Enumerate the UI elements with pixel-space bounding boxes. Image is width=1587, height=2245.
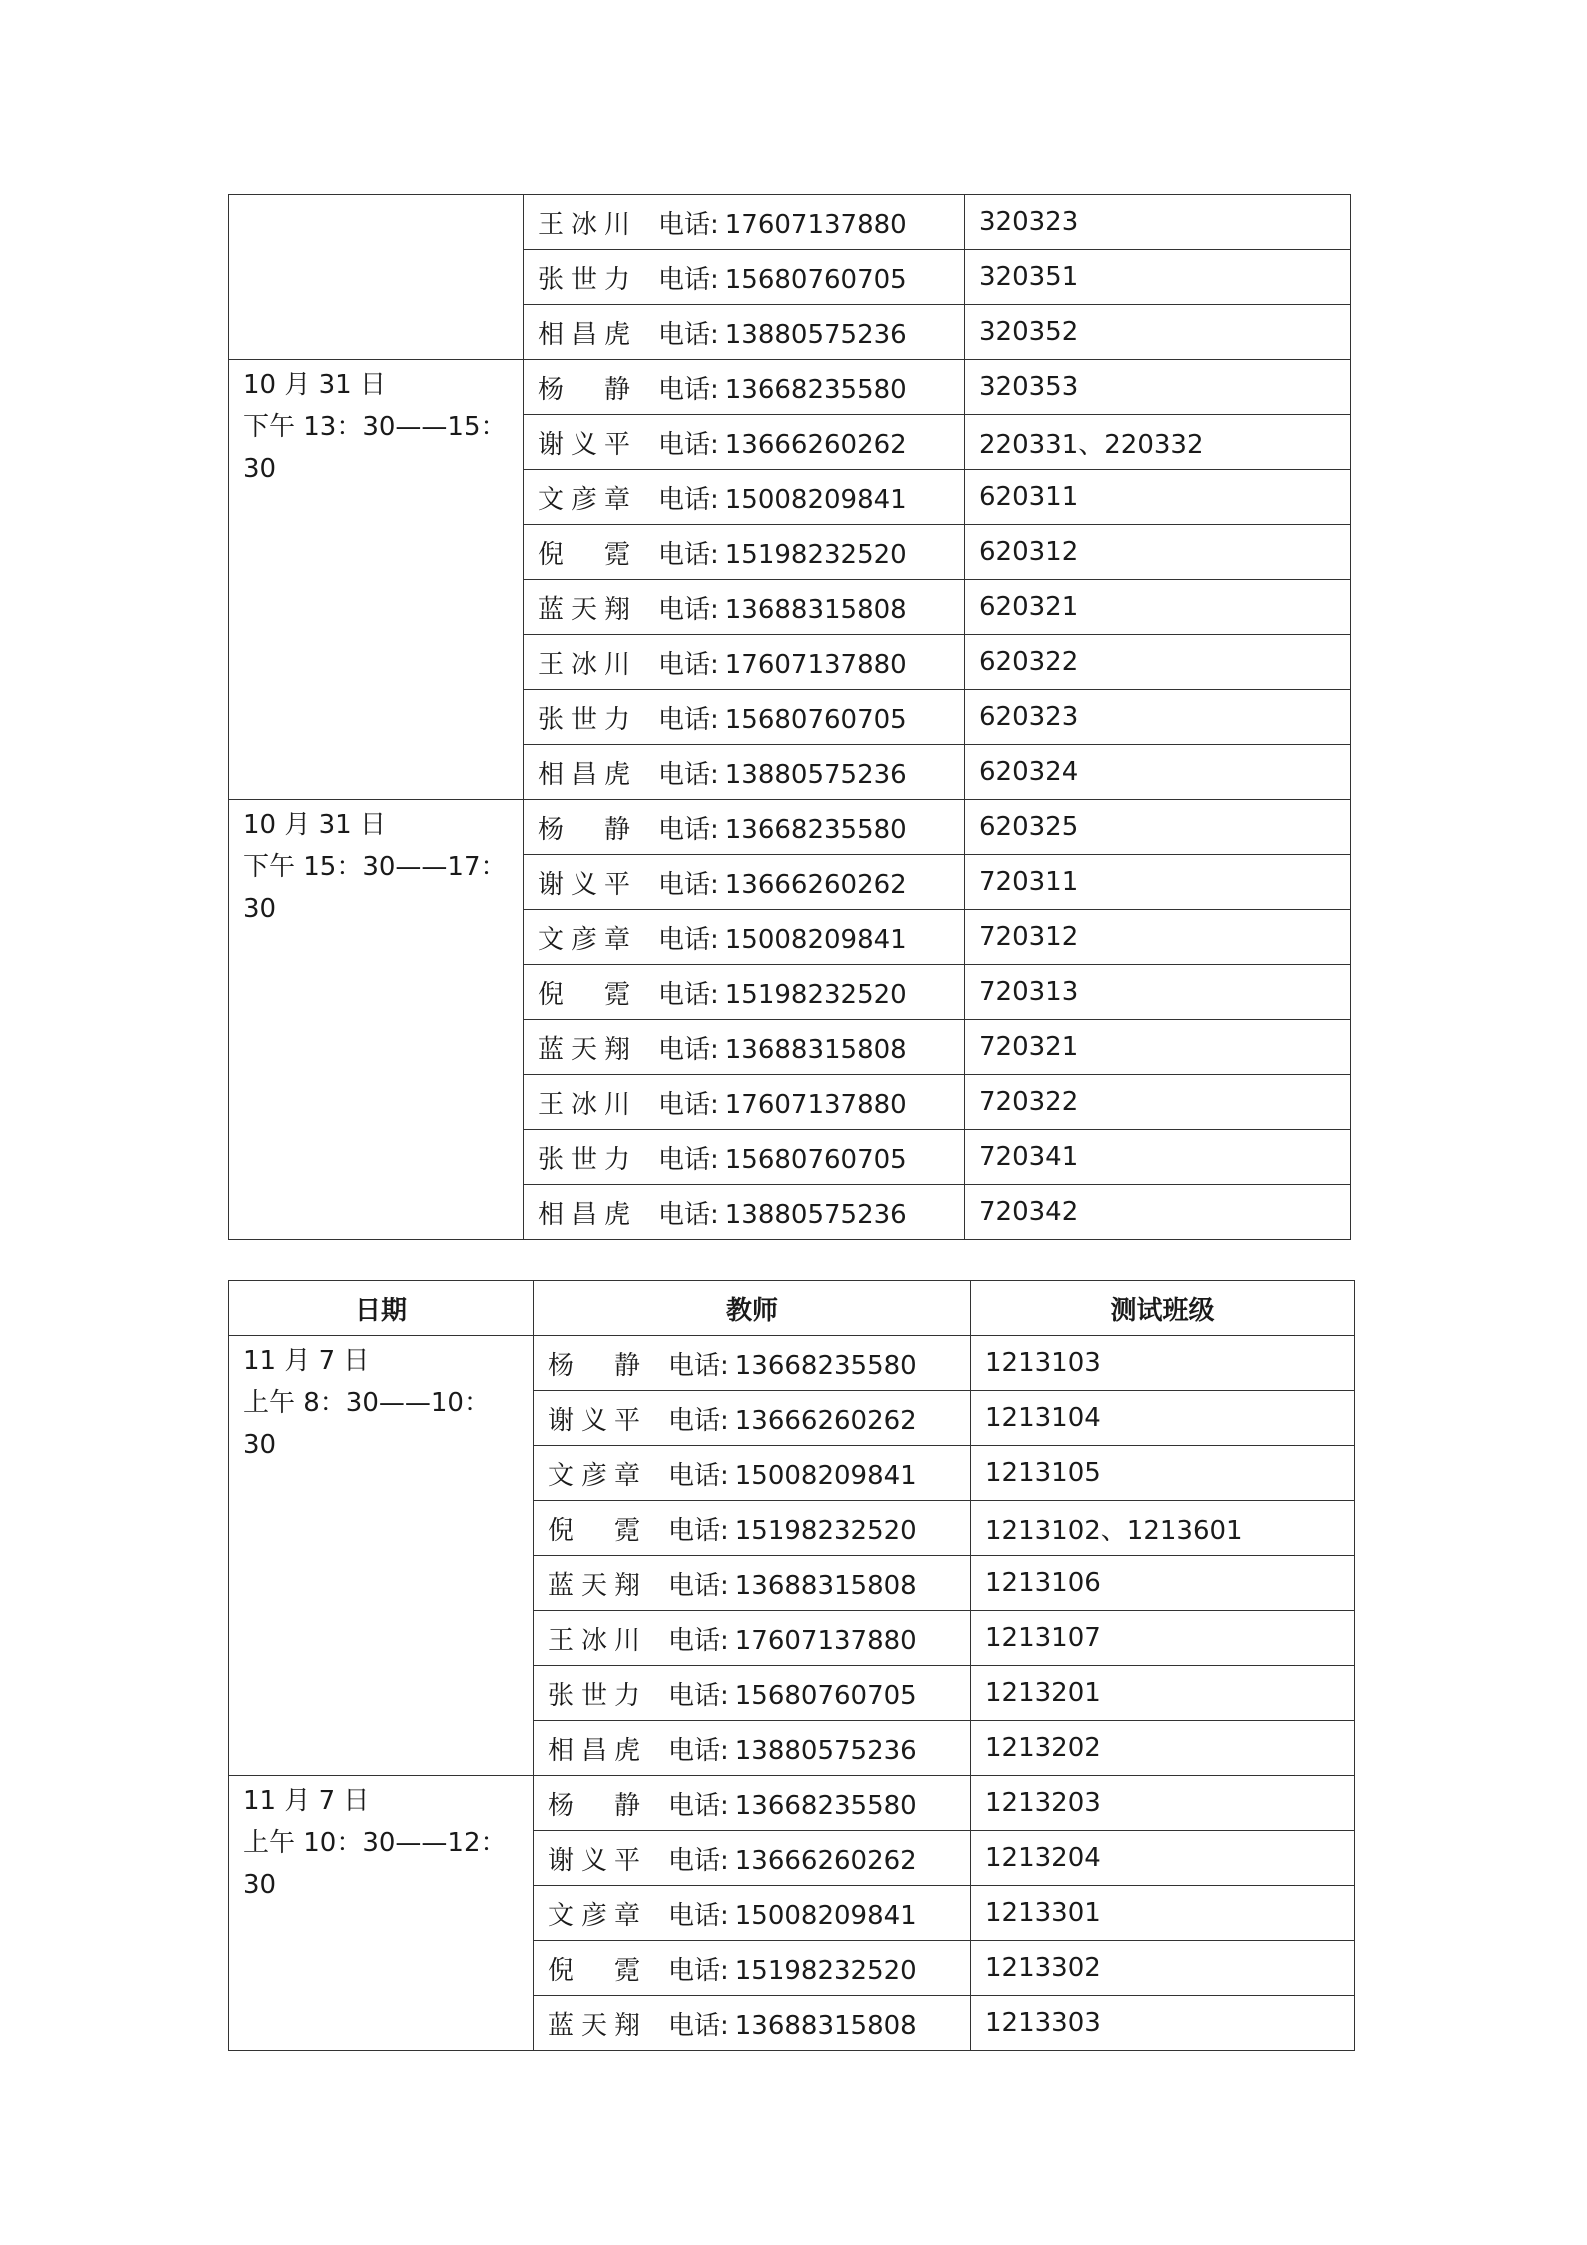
phone-label: 电话: <box>668 1515 729 1546</box>
phone-number: 17607137880 <box>724 209 907 240</box>
teacher-name: 倪霓 <box>548 1955 640 1986</box>
phone-label: 电话: <box>658 594 719 625</box>
date-cell <box>229 195 524 360</box>
class-cell: 1213202 <box>971 1721 1355 1776</box>
class-cell: 320323 <box>965 195 1351 250</box>
class-cell: 620324 <box>965 745 1351 800</box>
teacher-cell <box>524 250 965 305</box>
time-line: 下午 15：30——17：30 <box>243 852 507 924</box>
teacher-cell <box>524 525 965 580</box>
teacher-cell <box>524 855 965 910</box>
phone-label: 电话: <box>658 704 719 735</box>
teacher-name: 杨静 <box>548 1790 640 1821</box>
teacher-cell <box>534 1446 971 1501</box>
phone-number: 15008209841 <box>734 1900 917 1931</box>
teacher-name: 王冰川 <box>548 1625 640 1656</box>
phone-number: 15008209841 <box>724 924 907 955</box>
phone-label: 电话: <box>668 1350 729 1381</box>
date-line: 11 月 7 日 <box>243 1786 370 1816</box>
teacher-name: 文彦章 <box>538 484 630 515</box>
phone-label: 电话: <box>658 924 719 955</box>
teacher-name: 杨静 <box>538 814 630 845</box>
teacher-cell <box>524 305 965 360</box>
phone-number: 13666260262 <box>734 1405 917 1436</box>
teacher-name: 谢义平 <box>548 1405 640 1436</box>
phone-label: 电话: <box>658 429 719 460</box>
phone-number: 13880575236 <box>724 319 907 350</box>
teacher-name: 张世力 <box>538 264 630 295</box>
phone-number: 13668235580 <box>734 1350 917 1381</box>
table-row <box>229 195 1351 250</box>
phone-number: 15198232520 <box>734 1515 917 1546</box>
teacher-name: 相昌虎 <box>538 1199 630 1230</box>
class-cell: 720322 <box>965 1075 1351 1130</box>
phone-label: 电话: <box>658 484 719 515</box>
phone-label: 电话: <box>668 1955 729 1986</box>
date-cell <box>229 800 524 1240</box>
phone-number: 15680760705 <box>734 1680 917 1711</box>
teacher-cell <box>534 1611 971 1666</box>
teacher-cell <box>524 800 965 855</box>
phone-label: 电话: <box>668 1460 729 1491</box>
phone-label: 电话: <box>658 814 719 845</box>
date-cell <box>229 1336 534 1776</box>
teacher-cell <box>524 1185 965 1240</box>
teacher-cell <box>524 470 965 525</box>
class-cell: 1213301 <box>971 1886 1355 1941</box>
phone-number: 13688315808 <box>724 1034 907 1065</box>
phone-label: 电话: <box>668 1735 729 1766</box>
phone-label: 电话: <box>668 1900 729 1931</box>
class-cell: 720311 <box>965 855 1351 910</box>
date-line: 10 月 31 日 <box>243 370 386 400</box>
teacher-cell <box>524 195 965 250</box>
class-cell: 1213106 <box>971 1556 1355 1611</box>
table-row <box>229 1776 1355 1831</box>
phone-label: 电话: <box>658 539 719 570</box>
teacher-cell <box>524 635 965 690</box>
teacher-name: 文彦章 <box>548 1460 640 1491</box>
teacher-cell <box>534 1501 971 1556</box>
teacher-cell <box>534 1776 971 1831</box>
phone-label: 电话: <box>668 2010 729 2041</box>
class-cell: 1213303 <box>971 1996 1355 2051</box>
class-cell: 1213102、1213601 <box>971 1501 1355 1556</box>
phone-number: 15198232520 <box>724 979 907 1010</box>
phone-number: 17607137880 <box>734 1625 917 1656</box>
date-cell <box>229 360 524 800</box>
class-cell: 220331、220332 <box>965 415 1351 470</box>
phone-label: 电话: <box>658 649 719 680</box>
class-cell: 720312 <box>965 910 1351 965</box>
class-cell: 720341 <box>965 1130 1351 1185</box>
phone-number: 13666260262 <box>724 869 907 900</box>
teacher-name: 王冰川 <box>538 209 630 240</box>
teacher-cell <box>534 1336 971 1391</box>
schedule-table-continued <box>228 194 1351 1240</box>
phone-label: 电话: <box>668 1790 729 1821</box>
class-cell: 1213104 <box>971 1391 1355 1446</box>
phone-number: 15008209841 <box>724 484 907 515</box>
class-cell: 620325 <box>965 800 1351 855</box>
class-cell: 1213105 <box>971 1446 1355 1501</box>
class-cell: 720342 <box>965 1185 1351 1240</box>
teacher-cell <box>524 1020 965 1075</box>
class-cell: 1213107 <box>971 1611 1355 1666</box>
table-row <box>229 360 1351 415</box>
phone-label: 电话: <box>658 979 719 1010</box>
phone-number: 13880575236 <box>734 1735 917 1766</box>
date-line: 11 月 7 日 <box>243 1346 370 1376</box>
phone-label: 电话: <box>668 1680 729 1711</box>
teacher-name: 蓝天翔 <box>538 1034 630 1065</box>
phone-label: 电话: <box>668 1405 729 1436</box>
teacher-cell <box>524 745 965 800</box>
teacher-name: 谢义平 <box>548 1845 640 1876</box>
phone-label: 电话: <box>658 209 719 240</box>
class-cell: 1213302 <box>971 1941 1355 1996</box>
phone-number: 13666260262 <box>724 429 907 460</box>
teacher-cell <box>534 1721 971 1776</box>
phone-label: 电话: <box>658 1089 719 1120</box>
teacher-name: 杨静 <box>548 1350 640 1381</box>
phone-number: 15680760705 <box>724 1144 907 1175</box>
table-row <box>229 1336 1355 1391</box>
phone-number: 15008209841 <box>734 1460 917 1491</box>
teacher-name: 倪霓 <box>538 979 630 1010</box>
teacher-cell <box>524 965 965 1020</box>
header-date: 日期 <box>229 1281 534 1336</box>
teacher-name: 张世力 <box>538 1144 630 1175</box>
teacher-name: 张世力 <box>538 704 630 735</box>
phone-label: 电话: <box>658 264 719 295</box>
date-cell <box>229 1776 534 2051</box>
phone-number: 15198232520 <box>724 539 907 570</box>
teacher-name: 蓝天翔 <box>548 1570 640 1601</box>
class-cell: 320352 <box>965 305 1351 360</box>
phone-number: 13880575236 <box>724 1199 907 1230</box>
teacher-cell <box>524 690 965 745</box>
teacher-name: 王冰川 <box>538 1089 630 1120</box>
teacher-cell <box>524 360 965 415</box>
time-line: 下午 13：30——15：30 <box>243 412 507 484</box>
teacher-name: 蓝天翔 <box>538 594 630 625</box>
class-cell: 620323 <box>965 690 1351 745</box>
phone-label: 电话: <box>658 319 719 350</box>
class-cell: 1213103 <box>971 1336 1355 1391</box>
teacher-name: 倪霓 <box>538 539 630 570</box>
teacher-name: 文彦章 <box>548 1900 640 1931</box>
phone-number: 17607137880 <box>724 1089 907 1120</box>
teacher-name: 相昌虎 <box>538 319 630 350</box>
teacher-name: 相昌虎 <box>548 1735 640 1766</box>
time-line: 上午 10：30——12：30 <box>243 1828 507 1900</box>
header-teacher: 教师 <box>534 1281 971 1336</box>
phone-number: 13688315808 <box>724 594 907 625</box>
teacher-name: 文彦章 <box>538 924 630 955</box>
phone-label: 电话: <box>668 1570 729 1601</box>
phone-label: 电话: <box>658 759 719 790</box>
teacher-cell <box>534 1556 971 1611</box>
phone-label: 电话: <box>658 1199 719 1230</box>
teacher-cell <box>534 1831 971 1886</box>
phone-number: 15198232520 <box>734 1955 917 1986</box>
teacher-cell <box>524 415 965 470</box>
class-cell: 620311 <box>965 470 1351 525</box>
teacher-cell <box>534 1996 971 2051</box>
teacher-name: 杨静 <box>538 374 630 405</box>
phone-number: 13688315808 <box>734 1570 917 1601</box>
phone-number: 13666260262 <box>734 1845 917 1876</box>
phone-number: 13668235580 <box>724 814 907 845</box>
class-cell: 1213204 <box>971 1831 1355 1886</box>
class-cell: 720313 <box>965 965 1351 1020</box>
teacher-name: 张世力 <box>548 1680 640 1711</box>
phone-number: 13668235580 <box>734 1790 917 1821</box>
phone-number: 17607137880 <box>724 649 907 680</box>
teacher-cell <box>524 580 965 635</box>
phone-label: 电话: <box>658 869 719 900</box>
phone-number: 15680760705 <box>724 704 907 735</box>
teacher-cell <box>524 910 965 965</box>
teacher-name: 谢义平 <box>538 869 630 900</box>
header-class: 测试班级 <box>971 1281 1355 1336</box>
teacher-cell <box>534 1941 971 1996</box>
class-cell: 320353 <box>965 360 1351 415</box>
teacher-cell <box>524 1075 965 1130</box>
table-row <box>229 800 1351 855</box>
class-cell: 620312 <box>965 525 1351 580</box>
teacher-name: 谢义平 <box>538 429 630 460</box>
date-line: 10 月 31 日 <box>243 810 386 840</box>
phone-label: 电话: <box>668 1625 729 1656</box>
phone-number: 13688315808 <box>734 2010 917 2041</box>
teacher-name: 王冰川 <box>538 649 630 680</box>
teacher-cell <box>524 1130 965 1185</box>
schedule-table-november <box>228 1280 1355 2051</box>
phone-label: 电话: <box>658 1034 719 1065</box>
class-cell: 1213203 <box>971 1776 1355 1831</box>
class-cell: 1213201 <box>971 1666 1355 1721</box>
class-cell: 320351 <box>965 250 1351 305</box>
teacher-cell <box>534 1886 971 1941</box>
teacher-name: 倪霓 <box>548 1515 640 1546</box>
class-cell: 620322 <box>965 635 1351 690</box>
phone-number: 15680760705 <box>724 264 907 295</box>
teacher-name: 相昌虎 <box>538 759 630 790</box>
class-cell: 620321 <box>965 580 1351 635</box>
teacher-name: 蓝天翔 <box>548 2010 640 2041</box>
time-line: 上午 8：30——10：30 <box>243 1388 490 1460</box>
teacher-cell <box>534 1391 971 1446</box>
teacher-cell <box>534 1666 971 1721</box>
class-cell: 720321 <box>965 1020 1351 1075</box>
phone-label: 电话: <box>668 1845 729 1876</box>
phone-label: 电话: <box>658 374 719 405</box>
phone-number: 13668235580 <box>724 374 907 405</box>
phone-label: 电话: <box>658 1144 719 1175</box>
header-row <box>229 1281 1355 1336</box>
phone-number: 13880575236 <box>724 759 907 790</box>
